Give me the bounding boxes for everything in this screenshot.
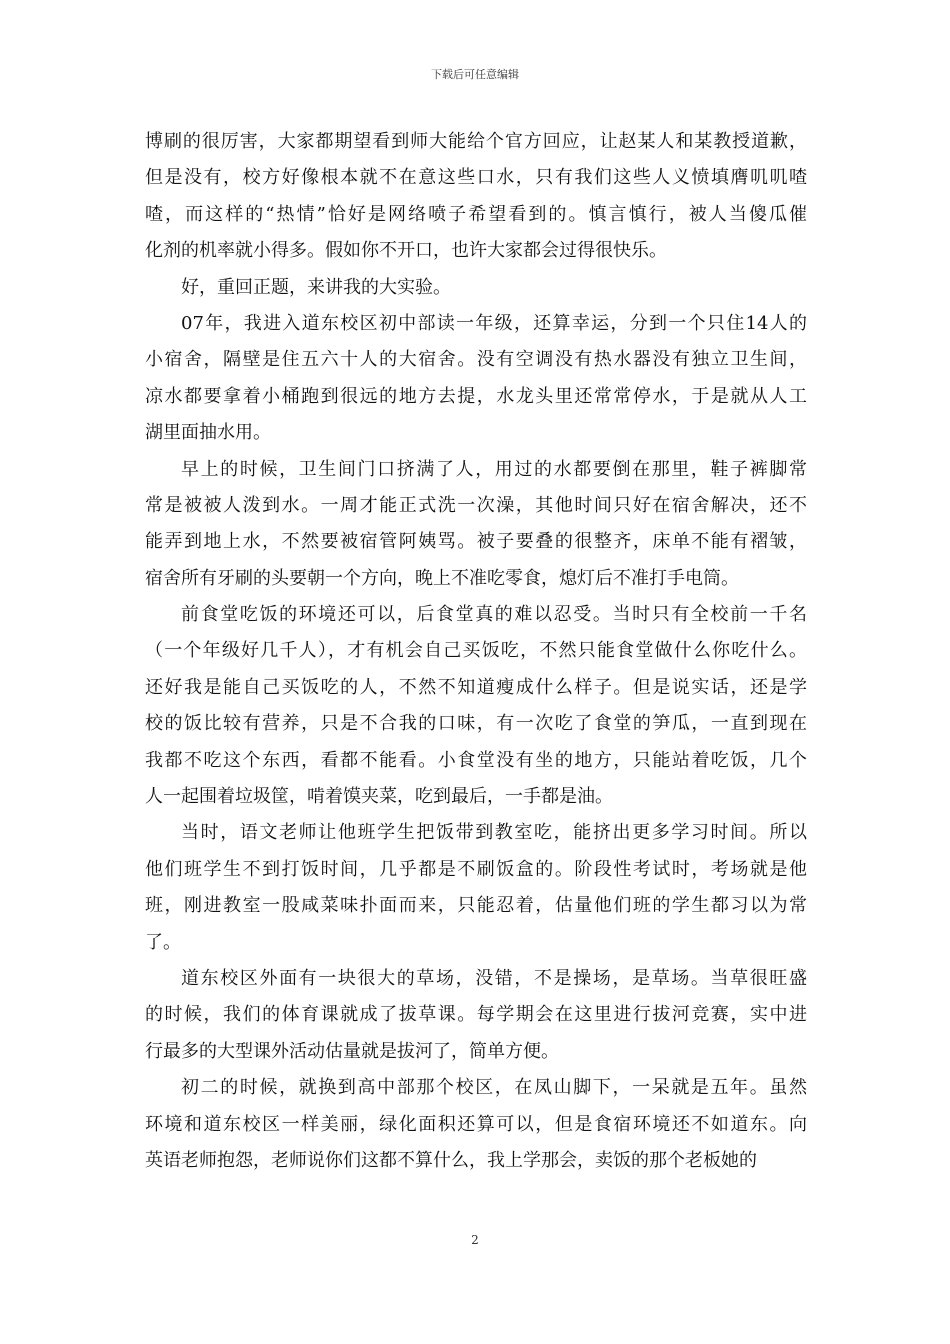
paragraph-line: 的时候，我们的体育课就成了拔草课。每学期会在这里进行拔河竞赛，实中进 (145, 1004, 807, 1026)
paragraph-line: 博刷的很厉害，大家都期望看到师大能给个官方回应，让赵某人和某教授道歉， (145, 131, 807, 152)
paragraph-line: 前食堂吃饭的环境还可以，后食堂真的难以忍受。当时只有全校前一千名 (181, 604, 807, 626)
paragraph-line: 好，重回正题，来讲我的大实验。 (181, 276, 451, 298)
paragraph-line: 当时，语文老师让他班学生把饭带到教室吃，能挤出更多学习时间。所以 (181, 822, 807, 844)
paragraph-line: 初二的时候，就换到高中部那个校区，在凤山脚下，一呆就是五年。虽然 (181, 1077, 807, 1099)
paragraph-line: 班，刚进教室一股咸菜味扑面而来，只能忍着，估量他们班的学生都习以为常 (145, 895, 807, 917)
paragraph-line: 凉水都要拿着小桶跑到很远的地方去提，水龙头里还常常停水，于是就从人工 (145, 385, 807, 407)
paragraph (145, 815, 807, 961)
paragraph-line: 宿舍所有牙刷的头要朝一个方向，晚上不准吃零食，熄灯后不准打手电筒。 (145, 567, 739, 589)
paragraph-line: 我都不吃这个东西，看都不能看。小食堂没有坐的地方，只能站着吃饭，几个 (145, 749, 807, 771)
paragraph-line: 英语老师抱怨，老师说你们这都不算什么，我上学那会，卖饭的那个老板她的 (145, 1149, 757, 1171)
paragraph-line: （一个年级好几千人），才有机会自己买饭吃，不然只能食堂做什么你吃什么。 (145, 640, 807, 662)
paragraph (145, 452, 807, 598)
paragraph-line: 07年，我进入道东校区初中部读一年级，还算幸运，分到一个只住14人的 (181, 312, 807, 334)
paragraph (145, 1070, 807, 1179)
paragraph-line: 道东校区外面有一块很大的草场，没错，不是操场，是草场。当草很旺盛 (181, 967, 807, 989)
paragraph-line: 但是没有，校方好像根本就不在意这些口水，只有我们这些人义愤填膺叽叽喳 (145, 167, 807, 189)
paragraph-line: 早上的时候，卫生间门口挤满了人，用过的水都要倒在那里，鞋子裤脚常 (181, 458, 807, 480)
paragraph-line: 了。 (145, 931, 181, 953)
paragraph-line: 行最多的大型课外活动估量就是拔河了，简单方便。 (145, 1040, 559, 1062)
paragraph-line: 校的饭比较有营养，只是不合我的口味，有一次吃了食堂的笋瓜，一直到现在 (145, 713, 807, 735)
page-header: 下载后可任意编辑 (431, 68, 519, 81)
paragraph-line: 化剂的机率就小得多。假如你不开口，也许大家都会过得很快乐。 (145, 240, 667, 262)
paragraph-line: 湖里面抽水用。 (145, 422, 271, 444)
paragraph-line: 他们班学生不到打饭时间，几乎都是不刷饭盒的。阶段性考试时，考场就是他 (145, 858, 807, 880)
paragraph-line: 常是被被人泼到水。一周才能正式洗一次澡，其他时间只好在宿舍解决，还不 (145, 494, 807, 516)
paragraph-line: 环境和道东校区一样美丽，绿化面积还算可以，但是食宿环境还不如道东。向 (145, 1113, 807, 1135)
paragraph (145, 597, 807, 815)
paragraph-line: 人一起围着垃圾筐，啃着馍夹菜，吃到最后，一手都是油。 (145, 786, 613, 808)
paragraph (145, 306, 807, 452)
paragraph-line: 能弄到地上水，不然要被宿管阿姨骂。被子要叠的很整齐，床单不能有褶皱， (145, 531, 807, 553)
paragraph (145, 124, 807, 270)
paragraph-line: 小宿舍，隔壁是住五六十人的大宿舍。没有空调没有热水器没有独立卫生间， (145, 349, 807, 371)
paragraph-line: 还好我是能自己买饭吃的人，不然不知道瘦成什么样子。但是说实话，还是学 (145, 676, 807, 698)
page-number: 2 (471, 1233, 479, 1247)
paragraph (145, 270, 807, 306)
paragraph-line: 喳，而这样的“热情”恰好是网络喷子希望看到的。慎言慎行，被人当傻瓜催 (145, 203, 807, 225)
document-body (145, 124, 807, 1179)
paragraph (145, 961, 807, 1070)
